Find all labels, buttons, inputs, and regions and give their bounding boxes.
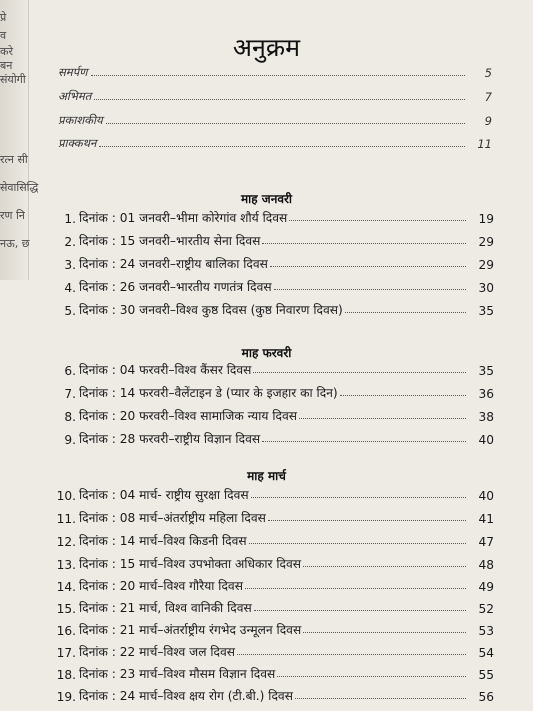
toc-entry[interactable] xyxy=(54,358,494,378)
margin-fragment: रत्न सी xyxy=(0,153,28,166)
front-matter-label: अभिमत xyxy=(58,89,92,103)
dot-leader xyxy=(340,395,466,396)
entry-number: 12. xyxy=(56,535,76,549)
margin-fragment: बन xyxy=(0,59,13,72)
dot-leader xyxy=(262,243,466,244)
page-number: 47 xyxy=(478,535,494,549)
page-number: 11 xyxy=(477,137,492,151)
entry-number: 14. xyxy=(56,580,76,594)
margin-fragment: करे xyxy=(0,45,13,58)
toc-entry[interactable] xyxy=(54,206,494,226)
toc-entry[interactable] xyxy=(54,298,494,318)
dot-leader xyxy=(91,75,466,76)
entry-title: दिनांक : 30 जनवरी–विश्व कुष्ठ दिवस (कुष्ठ निवारण दिवस) xyxy=(79,303,343,317)
front-matter-row[interactable] xyxy=(58,62,492,80)
page-number: 38 xyxy=(478,410,494,424)
entry-number: 9. xyxy=(64,433,76,447)
dot-leader xyxy=(345,312,466,313)
entry-number: 1. xyxy=(64,212,76,226)
section-heading-march: माह मार्च xyxy=(247,469,286,483)
toc-entry[interactable] xyxy=(54,506,494,526)
toc-entry[interactable] xyxy=(54,529,494,549)
page-number: 7 xyxy=(484,90,492,104)
dot-leader xyxy=(245,588,466,589)
entry-number: 5. xyxy=(64,304,76,318)
toc-entry[interactable] xyxy=(54,552,494,572)
entry-number: 6. xyxy=(64,364,76,378)
dot-leader xyxy=(299,418,466,419)
entry-title: दिनांक : 01 जनवरी–भीमा कोरेगांव शौर्य दिवस xyxy=(79,211,288,225)
entry-title: दिनांक : 23 मार्च–विश्व मौसम विज्ञान दिवस xyxy=(79,667,276,681)
entry-number: 13. xyxy=(56,558,76,572)
page-number: 30 xyxy=(478,281,494,295)
toc-entry[interactable] xyxy=(54,275,494,295)
toc-entry[interactable] xyxy=(54,574,494,594)
toc-entry[interactable] xyxy=(54,640,494,660)
toc-entry[interactable] xyxy=(54,229,494,249)
toc-entry[interactable] xyxy=(54,684,494,704)
entry-title: दिनांक : 21 मार्च–अंतर्राष्ट्रीय रंगभेद उन्मूलन दिवस xyxy=(79,623,302,637)
front-matter-row[interactable] xyxy=(58,86,492,104)
dot-leader xyxy=(94,99,465,100)
entry-number: 8. xyxy=(64,410,76,424)
toc-entry[interactable] xyxy=(54,404,494,424)
margin-fragment: प्रे xyxy=(0,11,7,24)
dot-leader xyxy=(237,654,466,655)
entry-title: दिनांक : 20 फरवरी–विश्व सामाजिक न्याय दिवस xyxy=(79,409,297,423)
entry-title: दिनांक : 20 मार्च–विश्व गौरैया दिवस xyxy=(79,579,243,593)
section-heading-january: माह जनवरी xyxy=(240,192,293,206)
toc-entry[interactable] xyxy=(54,427,494,447)
page-number: 40 xyxy=(478,489,494,503)
dot-leader xyxy=(295,698,466,699)
page-number: 5 xyxy=(484,66,492,80)
front-matter-label: प्राक्कथन xyxy=(58,136,97,150)
dot-leader xyxy=(249,543,466,544)
dot-leader xyxy=(270,266,466,267)
page-number: 35 xyxy=(478,364,494,378)
margin-fragment: व xyxy=(0,29,7,42)
page-number: 56 xyxy=(478,690,494,704)
margin-fragment: सेवासिद्धि xyxy=(0,181,39,194)
page-number: 29 xyxy=(478,235,494,249)
page-number: 36 xyxy=(478,387,494,401)
margin-fragment: नऊ, छ xyxy=(0,237,30,250)
entry-number: 2. xyxy=(64,235,76,249)
page-number: 49 xyxy=(478,580,494,594)
front-matter-label: प्रकाशकीय xyxy=(58,113,103,127)
page-number: 55 xyxy=(478,668,494,682)
dot-leader xyxy=(303,632,466,633)
entry-number: 4. xyxy=(64,281,76,295)
entry-title: दिनांक : 28 फरवरी–राष्ट्रीय विज्ञान दिवस xyxy=(79,432,261,446)
front-matter-row[interactable] xyxy=(58,110,492,128)
toc-entry[interactable] xyxy=(54,483,494,503)
page-number: 54 xyxy=(478,646,494,660)
dot-leader xyxy=(99,146,465,147)
dot-leader xyxy=(277,676,466,677)
dot-leader xyxy=(253,372,466,373)
entry-number: 10. xyxy=(56,489,76,503)
entry-number: 18. xyxy=(56,668,76,682)
entry-number: 3. xyxy=(64,258,76,272)
entry-title: दिनांक : 21 मार्च, विश्व वानिकी दिवस xyxy=(79,601,252,615)
margin-fragment: संयोगी xyxy=(0,73,26,86)
toc-entry[interactable] xyxy=(54,618,494,638)
dot-leader xyxy=(251,497,466,498)
toc-entry[interactable] xyxy=(54,252,494,272)
toc-entry[interactable] xyxy=(54,596,494,616)
entry-number: 17. xyxy=(56,646,76,660)
page-number: 48 xyxy=(478,558,494,572)
entry-title: दिनांक : 24 जनवरी–राष्ट्रीय बालिका दिवस xyxy=(79,257,268,271)
page-number: 19 xyxy=(478,212,494,226)
page-number: 9 xyxy=(484,114,492,128)
dot-leader xyxy=(289,220,466,221)
entry-title: दिनांक : 04 मार्च- राष्ट्रीय सुरक्षा दिवस xyxy=(79,488,249,502)
page-number: 41 xyxy=(478,512,494,526)
entry-title: दिनांक : 14 मार्च–विश्व किडनी दिवस xyxy=(79,534,247,548)
dot-leader xyxy=(106,123,465,124)
entry-number: 15. xyxy=(56,602,76,616)
front-matter-label: समर्पण xyxy=(58,65,88,79)
page-number: 53 xyxy=(478,624,494,638)
entry-number: 16. xyxy=(56,624,76,638)
entry-title: दिनांक : 24 मार्च–विश्व क्षय रोग (टी.बी.) दिवस xyxy=(79,689,293,703)
entry-title: दिनांक : 22 मार्च–विश्व जल दिवस xyxy=(79,645,236,659)
entry-number: 11. xyxy=(56,512,76,526)
entry-number: 19. xyxy=(56,690,76,704)
entry-title: दिनांक : 04 फरवरी–विश्व कैंसर दिवस xyxy=(79,363,252,377)
dot-leader xyxy=(268,520,466,521)
entry-title: दिनांक : 08 मार्च–अंतर्राष्ट्रीय महिला दिवस xyxy=(79,511,266,525)
margin-fragment: रण नि xyxy=(0,209,25,222)
section-heading-february: माह फरवरी xyxy=(241,346,292,360)
page-number: 29 xyxy=(478,258,494,272)
page-number: 52 xyxy=(478,602,494,616)
entry-title: दिनांक : 14 फरवरी–वैलेंटाइन डे (प्यार के इजहार का दिन) xyxy=(79,386,338,400)
entry-number: 7. xyxy=(64,387,76,401)
page-number: 35 xyxy=(478,304,494,318)
page-title: अनुक्रम xyxy=(232,33,301,62)
front-matter-row[interactable] xyxy=(58,133,492,151)
dot-leader xyxy=(262,441,466,442)
dot-leader xyxy=(254,610,466,611)
toc-entry[interactable] xyxy=(54,381,494,401)
page-number: 40 xyxy=(478,433,494,447)
entry-title: दिनांक : 15 मार्च–विश्व उपभोक्ता अधिकार दिवस xyxy=(79,557,302,571)
entry-title: दिनांक : 26 जनवरी–भारतीय गणतंत्र दिवस xyxy=(79,280,272,294)
dot-leader xyxy=(274,289,466,290)
dot-leader xyxy=(303,566,466,567)
toc-entry[interactable] xyxy=(54,662,494,682)
entry-title: दिनांक : 15 जनवरी–भारतीय सेना दिवस xyxy=(79,234,261,248)
